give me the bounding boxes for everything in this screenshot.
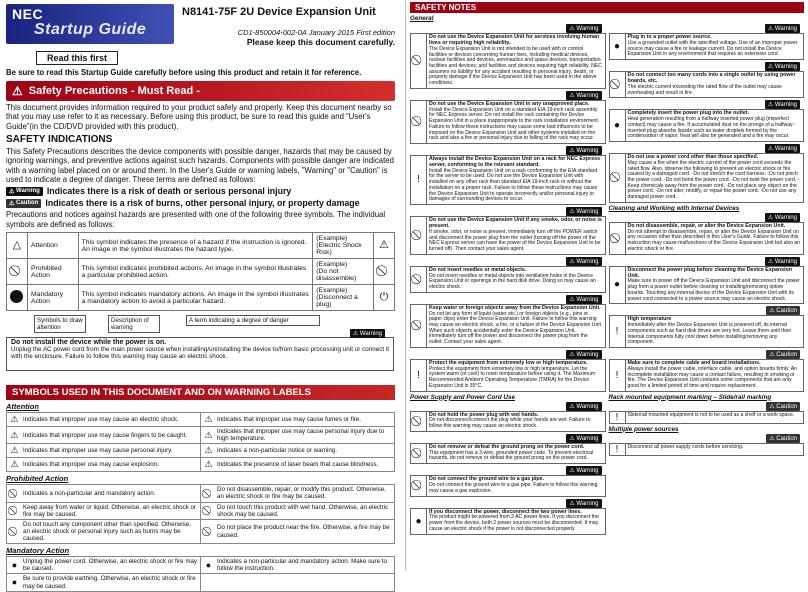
note-title: Do not connect too many cords into a single outlet by using power boards, etc. [627, 72, 796, 84]
note-body: Do not attempt to disassemble, repair, or alter the Device Expansion Unit on any occasion other than described in this User's Guide. Failure to follow this instruction may cause malfunctions of the Device Expansion Unit but also an electric shock or fire. [627, 228, 800, 252]
warning-label-icon: ⚠ Warning [566, 24, 601, 33]
warning-label-icon: ⚠ Warning [566, 91, 601, 100]
note-symbol-icon: ● [411, 509, 427, 534]
table-row: Mandatory Action This symbol indicates mandatory actions. An image in the symbol illustrates a mandatory action to avoid a particular hazard. (Example) (Disconnect a plug) ⏻ [7, 285, 395, 311]
notes-column-2 [609, 23, 805, 537]
section-subtitle: Cleaning and Working with Internal Devices [608, 204, 740, 212]
caution-label-icon: ⚠ Caution [6, 199, 41, 208]
note-title: Disconnect the power plug before cleaning the Device Expansion Unit. [627, 266, 793, 279]
safety-indications-title: SAFETY INDICATIONS [6, 134, 113, 146]
safety-note [609, 411, 805, 424]
note-body: Immediately after the Device Expansion Unit is powered off, its internal components such as hard disk drives are very hot. Leave them until their internal components fully cool down before installing/removing any component. [627, 322, 792, 346]
warning-label-icon: ⚠ Warning [765, 257, 800, 266]
notes-column-1 [410, 23, 606, 537]
note-title: Do not hold the power plug with wet hands. [429, 411, 539, 418]
warning-label-icon: ⚠ Warning [566, 499, 601, 508]
note-body: Install the Device Expansion Unit on a standard EIA 19-inch rack assembly for NEC Express server. Do not install the rack containing the Device Expansion Unit in a place inappropriate to the rack installation environment. Failure to follow these instructions may cause some bad influences to be imposed on the Device Expansion Unit and other systems installed on the rack and also a fire or personal injury due to falling of the rack may occur. [429, 106, 600, 142]
nec-logo: NEC [12, 6, 44, 22]
list-item: ⚠ Indicates that improper use may cause fumes or fire. [201, 413, 395, 427]
caution-label-icon: ⚠ Caution [766, 306, 800, 315]
note-body: This equipment has a 3-wire, grounded power code. To prevent electrical hazards, do not remove or defeat the ground prong on the power cord. [429, 449, 594, 462]
safety-banner: ⚠ Safety Precautions - Must Read - [6, 81, 395, 101]
do-not-disassemble-icon [377, 265, 391, 279]
list-item: ⚠ Indicates that improper use may cause personal injury. [7, 444, 201, 458]
warning-label-icon: ⚠ Warning [566, 350, 601, 359]
general-subtitle: General [410, 15, 434, 22]
note-title: Do not use a power cord other than those specified. [627, 154, 759, 161]
note-symbol-icon: ! [610, 444, 626, 455]
note-title: Do not connect the ground wire to a gas pipe. [429, 476, 545, 483]
note-symbol-icon [610, 223, 626, 254]
personal-injury-icon: ⚠ [10, 445, 19, 456]
explosion-icon: ⚠ [10, 459, 19, 470]
warning-label-icon: ⚠ Warning [350, 329, 385, 338]
warning-label-icon: ⚠ Warning [765, 24, 800, 33]
high-temperature-icon: ⚠ [204, 429, 213, 440]
header [6, 4, 395, 48]
list-item [201, 574, 395, 591]
note-body: May cause a fire when the electric current of the power cord exceeds the rated flow. Also, observe the following to prevent an electric shock or fire caused by a damaged cord. -Do not stretch the cord harness. -Do not pinch the power cord. -Do not bend the power cord. -Do not twist the power cord. -Keep chemicals away from the power cord. -Do not place any object on the power cord. -Do not alter, modify, or repair the power cord. -Do not use any damaged power cord. [627, 159, 800, 201]
caution-label-icon: ⚠ Caution [766, 434, 800, 443]
warning-label-icon: ⚠ Warning [566, 466, 601, 475]
caution-label-icon: ⚠ Caution [766, 402, 800, 411]
legend-description: Description of warning [108, 315, 160, 333]
note-symbol-icon [411, 101, 427, 143]
note-symbol-icon: ● [610, 110, 626, 141]
product-title: N8141-75F 2U Device Expansion Unit [182, 6, 376, 18]
earthing-icon: ● [11, 577, 18, 588]
list-item: ● Indicates a non-particular and mandatory action. Make sure to follow the instruction. [201, 557, 395, 574]
safety-note [609, 71, 805, 98]
note-body: Heat generation resulting from a halfway inserted power plug (imperfect contact) may cause a fire. If accumulated dust on the prongs of a halfway-inserted plug absorbs liquids such as water droplets formed by the condensation of vapor, heat will also be generated and a fire may occur. [627, 116, 795, 140]
no-water-icon [9, 505, 20, 516]
note-symbol-icon [411, 444, 427, 463]
disconnect-plug-icon: ⏻ [379, 291, 389, 304]
note-title: Do not use the Device Expansion Unit for services involving human lives or requiring high reliability. [429, 34, 600, 46]
prohibited-circle-icon [10, 265, 24, 279]
safety-note [609, 359, 805, 392]
legend-symbols: Symbols to draw attention [34, 315, 86, 333]
unplug-icon: ● [11, 559, 18, 570]
note-title: Make sure to complete cable and board installations. [627, 359, 761, 366]
section-subtitle: Power Supply and Power Cord Use [410, 393, 515, 401]
warning-label-icon: ⚠ Warning [566, 207, 601, 216]
safety-note [410, 216, 606, 255]
note-title: Protect the equipment from extremely low or high temperature. [429, 359, 588, 366]
list-item: ⚠ Indicates that improper use may cause an electric shock. [7, 413, 201, 427]
warning-label-icon: ⚠ Warning [566, 434, 601, 443]
no-disassemble-icon [203, 488, 214, 499]
table-row: △ Attention This symbol indicates the presence of a hazard if the instruction is ignored. An image in the symbol illustrates the hazard type. (Example) (Electric Shock Risk) ⚠ [7, 233, 395, 259]
mandatory-dot-icon [10, 290, 23, 303]
safety-note [609, 315, 805, 348]
list-item: Do not place the product near the fire. Otherwise, a fire may be caused. [201, 520, 395, 544]
prohibited-grid [6, 484, 395, 544]
note-body: Make sure to power off the Device Expansion Unit and disconnect the power plug from a power outlet before cleaning or installing/removing option boards. Touching any internal device of the Device Expansion Unit with its power cord connected to a power source may cause an electric shock. [627, 278, 800, 302]
note-body: If smoke, odor, or noise is present, immediately turn off the POWER switch and disconnect the power plug from the outlet (turning off the power of the NEC Express server can have the power of the Device Expansion Unit to be turned off). Then contact your sales agent. [429, 228, 601, 252]
precautions-text: Precautions and notices against hazards are presented with one of the following three symbols. The individual symbols are defined as follows: [6, 210, 386, 229]
mandatory-grid [6, 556, 395, 592]
list-item: ⚠ Indicates a non-particular notice or warning. [201, 444, 395, 458]
note-symbol-icon [411, 476, 427, 495]
left-column [0, 0, 400, 590]
warning-label-icon: ⚠ Warning [566, 257, 601, 266]
warning-triangle-icon: ⚠ [12, 84, 23, 98]
attention-subtitle: Attention [6, 402, 39, 412]
no-touch-icon [9, 526, 20, 537]
list-item: ● Unplug the power cord. Otherwise, an electric shock or fire may be caused. [7, 557, 201, 574]
note-body: Slide/rail mounted equipment is not to be used as a shelf or a work space. [627, 411, 795, 418]
finger-caught-icon: ⚠ [10, 429, 19, 440]
note-body: Disconnect all power supply cords before servicing. [627, 443, 744, 450]
warning-label-icon: ⚠ Warning [566, 295, 601, 304]
no-fire-icon [203, 526, 214, 537]
note-body: Do not connect the ground wire to a gas pipe. Failure to follow this warning may cause a gas explosion. [429, 482, 598, 494]
attention-grid [6, 412, 395, 472]
intro-text: This document provides information required to your product safely and properly. Keep this document nearby so that you may use refer to it as necessary. Before using this product, be sure to read this guide and “User's Guide”(in the CD/DVD provided with this product). [6, 103, 392, 131]
note-symbol-icon [411, 34, 427, 88]
safety-note [410, 508, 606, 535]
safety-note [410, 304, 606, 348]
note-body: The product might be powered from 2 AC power lines. If you disconnect the power from the device, both 2 power sources must be disconnected. It may cause an electric shock if the power is not disconnected properly. [429, 514, 599, 532]
note-title: Keep water or foreign objects away from the Device Expansion Unit. [429, 304, 601, 311]
electric-shock-icon: ⚠ [379, 239, 389, 252]
warning-label-icon: ⚠ Warning [6, 187, 43, 196]
laser-icon: ⚠ [204, 459, 213, 470]
note-title: Do not insert needles or metal objects. [429, 266, 527, 273]
note-symbol-icon: ! [610, 316, 626, 347]
note-symbol-icon [610, 72, 626, 97]
keep-notice: Please keep this document carefully. [246, 37, 395, 47]
note-body: The electric current exceeding the rated flow of the outlet may cause overheating and result in fire. [627, 83, 782, 96]
safety-note [410, 33, 606, 89]
note-symbol-icon: ! [411, 360, 427, 391]
attention-triangle-icon: △ [12, 239, 22, 252]
legend-example [6, 315, 395, 381]
safety-note [410, 359, 606, 392]
list-item: Do not touch this product with wet hand. Otherwise, an electric shock may be caused. [201, 503, 395, 520]
section-subtitle: Rack mounted equipment marking – Slide/rail marking [608, 393, 772, 401]
list-item: ⚠ Indicates the presence of laser beam that cause blindness. [201, 458, 395, 472]
note-symbol-icon: ! [610, 412, 626, 423]
note-body: Use a grounded outlet with the specified voltage. Use of an improper power source may cause a fire or leakage current. Do not install the Device Expansion Unit in any environment that requires an extension cord. [627, 39, 798, 58]
prohibited-subtitle: Prohibited Action [6, 474, 69, 484]
doc-number: CD1-850004-002-0A January 2015 First edition [237, 28, 395, 37]
symbols-section-bar: SYMBOLS USED IN THIS DOCUMENT AND ON WARNING LABELS [6, 385, 395, 400]
prohibited-icon [9, 488, 20, 499]
legend-warning-box: ⚠ Warning Do not install the device while the power is on. Unplug the AC power cord from the main power source when installing/uninstalling the device to/from basic processing unit or connect it with the enclosure. Failure to follow this warning may cause an electric shock. [6, 337, 394, 371]
list-item: Keep away from water or liquid. Otherwise, an electric shock or fire may be caused. [7, 503, 201, 520]
note-title: Always install the Device Expansion Unit on a rack for NEC Express server, conforming to the relevant standard. [429, 155, 601, 168]
brand-block [6, 4, 174, 44]
note-symbol-icon: ! [610, 360, 626, 391]
note-body: Do not disconnect/connect the plug while your hands are wet. Failure to follow this warning may cause an electric shock. [429, 417, 591, 430]
note-body: Do not let any form of liquid (water etc.) or foreign objects (e.g., pins or paper clips) enter the Device Expansion Unit. Failure to follow this warning may cause an electric shock, a fire, or a failure of the Device Expansion Unit. When such objects accidentally enter the Device Expansion Unit, immediately turn off the power and disconnect the power plug from the outlet. Contact your sales agent. [429, 310, 603, 346]
mandatory-icon: ● [205, 559, 212, 570]
mandatory-subtitle: Mandatory Action [6, 546, 70, 556]
general-notice-icon: ⚠ [204, 445, 213, 456]
list-item: ⚠ Indicates that improper use may cause personal injury due to high temperature. [201, 427, 395, 444]
no-wet-hands-icon [203, 505, 214, 516]
note-symbol-icon: ● [610, 34, 626, 59]
warning-label-icon: ⚠ Warning [566, 402, 601, 411]
list-item: ⚠ Indicates that improper use may cause fingers to be caught. [7, 427, 201, 444]
note-body: Always install the power cable, interface cable, and option boards firmly. An incomplete installation may cause a contact failure, resulting in smoking or fire. The Device Expansion Unit contains some components that are only good for a limited period of time and require replacement. [627, 365, 798, 390]
safety-note [410, 443, 606, 464]
note-symbol-icon [411, 267, 427, 292]
right-column [405, 0, 807, 571]
note-symbol-icon [411, 412, 427, 431]
note-title: If you disconnect the power, disconnect the two power lines. [429, 508, 582, 515]
warning-label-icon: ⚠ Warning [765, 62, 800, 71]
safety-note [410, 475, 606, 496]
safety-note [609, 33, 805, 60]
note-body: Protect the equipment from extremely low or high temperature. Let the system warm (or cool) to room temperature before using it. The Maximum Recommended Ambient Operating Temperature (TMRA) for the Device Expansion Unit is 35°C. [429, 365, 596, 389]
list-item: ⚠ Indicates that improper use may cause explosion. [7, 458, 201, 472]
note-body: The Device Expansion Unit is not intended to be used with or control facilities or devices concerning human lives, including medical devices, nuclear facilities and devices, aeronautics and space devices, transportation facilities and devices; and facilities and devices requiring high reliability. NEC assumes no liability for any accident resulting in personal injury, death, or property damage if the Device Expansion Unit has been used in the above conditions. [429, 45, 602, 87]
note-title: High temperature [627, 316, 672, 323]
note-symbol-icon [610, 154, 626, 202]
safety-note [410, 100, 606, 144]
safety-note [609, 153, 805, 203]
note-title: Do not use the Device Expansion Unit in any unapproved place. [429, 100, 590, 107]
fire-icon: ⚠ [204, 414, 213, 425]
safety-note [609, 222, 805, 255]
indications-text: This Safety Precautions describes the device components with possible danger, hazards that may be caused by ignoring warnings, and preventive actions against such hazards. Components with possible danger are indicated with a warning label placed on or around them. In the User's Guide or warning labels, "Warning" or "Caution" is used to indicate a degree of danger. These terms are defined as follows: [6, 147, 394, 185]
safety-note [609, 266, 805, 305]
note-title: Plug in to a proper power source. [627, 34, 712, 40]
warning-label-icon: ⚠ Warning [765, 213, 800, 222]
note-title: Do not remove or defeat the ground prong on the power cord. [429, 443, 585, 450]
note-symbol-icon: ! [411, 156, 427, 204]
read-carefully-notice: Be sure to read this Startup Guide carefully before using this product and retain it for reference. [6, 68, 362, 77]
warning-label-icon: ⚠ Warning [566, 146, 601, 155]
safety-note [410, 411, 606, 432]
warning-label-icon: ⚠ Warning [765, 144, 800, 153]
safety-note [410, 266, 606, 293]
caution-level: ⚠ Caution Indicates there is a risk of burns, other personal injury, or property damage [6, 198, 395, 208]
note-symbol-icon: ● [610, 267, 626, 304]
startup-guide-title: Startup Guide [34, 21, 147, 38]
electric-shock-icon: ⚠ [10, 414, 19, 425]
list-item: Do not touch any component other than specified. Otherwise, an electric shock or personal injury such as burns may be caused. [7, 520, 201, 544]
legend-degree: A term indicating a degree of danger [186, 315, 320, 326]
read-first-badge: Read this first [36, 51, 118, 65]
note-body: Do not insert needles or metal objects into ventilation holes in the Device Expansion Unit or openings in the hard disk drive. Doing so may cause an electric shock. [429, 272, 596, 290]
note-symbol-icon [411, 217, 427, 254]
section-subtitle: Multiple power sources [608, 425, 679, 433]
safety-note [609, 109, 805, 142]
warning-level: ⚠ Warning Indicates there is a risk of death or serious personal injury [6, 186, 395, 196]
note-title: Do not disassemble, repair, or alter the Device Expansion Unit. [627, 222, 786, 229]
safety-note [410, 155, 606, 205]
note-title: Completely insert the power plug into the outlet. [627, 110, 750, 117]
note-title: Do not use the Device Expansion Unit if any smoke, odor, or noise is present. [429, 216, 602, 229]
symbol-table [6, 232, 395, 311]
list-item: ● Be sure to provide earthing. Otherwise, an electric shock or fire may be caused. [7, 574, 201, 591]
table-row: Prohibited Action This symbol indicates prohibited actions. An image in the symbol illustrates a particular prohibited action. (Example) (Do not disassemble) [7, 259, 395, 285]
safety-notes-bar: SAFETY NOTES [410, 2, 804, 13]
list-item: Indicates a non-particular and mandatory action. [7, 485, 201, 502]
note-body: Install the Device Expansion Unit on a rack conforming to the EIA standard for the server to be used. Do not use the Device Expansion Unit with installed on any other rack than standard EIA 19-inch rack or without the installation on a proper rack. Failure to follow these instructions may cause the Device Expansion Unit to operate incorrectly and/or personal injury or damages of surrounding devices to occur. [429, 167, 598, 203]
safety-note [609, 443, 805, 456]
warning-label-icon: ⚠ Warning [765, 100, 800, 109]
note-symbol-icon [411, 305, 427, 347]
caution-label-icon: ⚠ Caution [766, 350, 800, 359]
list-item: Do not disassemble, repair, or modify this product. Otherwise, an electric shock or fire may be caused. [201, 485, 395, 502]
